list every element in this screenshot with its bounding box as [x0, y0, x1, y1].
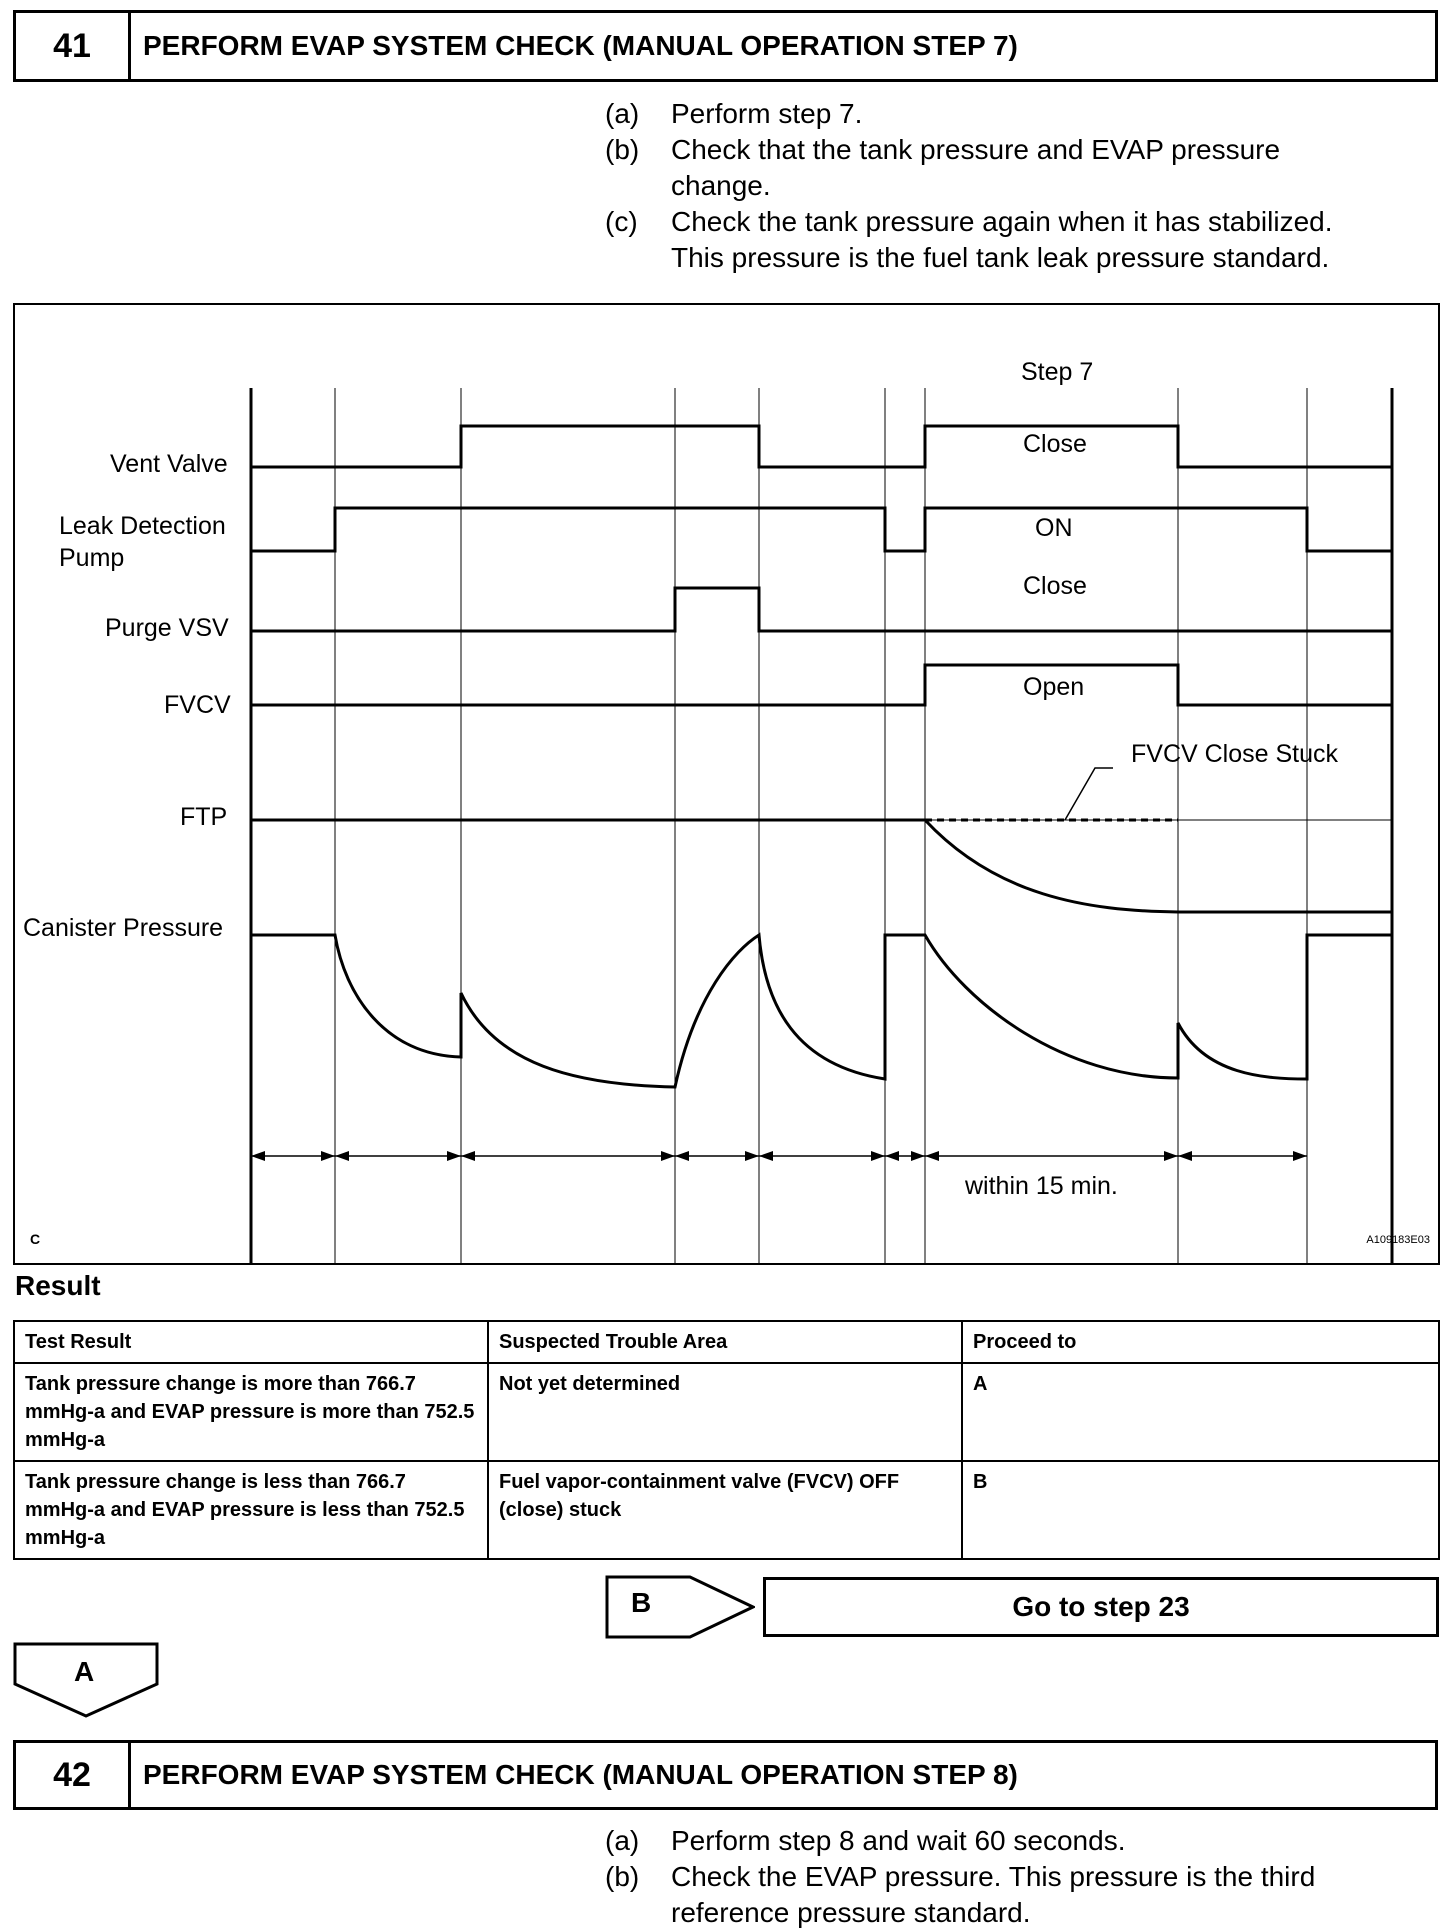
step-41-header	[13, 10, 1438, 82]
annotation-fvcv-close-stuck: FVCV Close Stuck	[1131, 740, 1339, 768]
table-row	[14, 1363, 1439, 1461]
goto-step-23-box[interactable]: Go to step 23	[763, 1577, 1439, 1637]
label-vent-valve: Vent Valve	[110, 450, 228, 478]
fvcv-signal	[251, 665, 1392, 705]
cell-proceed: A	[962, 1363, 1439, 1461]
step-number: 41	[16, 13, 131, 79]
cell-test-result: Tank pressure change is more than 766.7 mmHg-a and EVAP pressure is more than 752.5 mmHg-a	[14, 1363, 488, 1461]
column-header: Suspected Trouble Area	[488, 1321, 962, 1363]
step-42-instructions	[605, 1823, 1405, 1931]
cell-trouble-area: Not yet determined	[488, 1363, 962, 1461]
state-purge-close: Close	[1023, 572, 1087, 600]
label-ftp: FTP	[180, 803, 228, 831]
column-header: Test Result	[14, 1321, 488, 1363]
branch-b-arrow-icon[interactable]	[605, 1575, 755, 1639]
column-header: Proceed to	[962, 1321, 1439, 1363]
branch-b-label: B	[631, 1587, 652, 1618]
purge-vsv-signal	[251, 588, 1392, 631]
instruction-item: (a) Perform step 7.	[605, 98, 863, 129]
label-canister-pressure: Canister Pressure	[23, 914, 224, 942]
boundary-lines	[251, 388, 1392, 1263]
branch-a-label: A	[74, 1656, 95, 1687]
state-vent-close: Close	[1023, 430, 1087, 458]
instruction-item: (a) Perform step 8 and wait 60 seconds.	[605, 1825, 1126, 1856]
cell-trouble-area: Fuel vapor-containment valve (FVCV) OFF (close) stuck	[488, 1461, 962, 1559]
result-heading: Result	[15, 1270, 101, 1301]
cell-test-result: Tank pressure change is less than 766.7 mmHg-a and EVAP pressure is less than 752.5 mmHg-a	[14, 1461, 488, 1559]
label-duration: within 15 min.	[965, 1172, 1118, 1200]
label-purge-vsv: Purge VSV	[105, 614, 229, 642]
state-pump-on: ON	[1035, 514, 1073, 542]
timing-diagram-svg	[15, 305, 1438, 1263]
step-title: PERFORM EVAP SYSTEM CHECK (MANUAL OPERATION STEP 7)	[143, 30, 1018, 61]
step-number: 42	[16, 1743, 131, 1807]
timing-diagram	[13, 303, 1440, 1265]
state-fvcv-open: Open	[1023, 673, 1085, 701]
step-41-instructions	[605, 96, 1405, 276]
canister-signal	[251, 935, 1392, 1087]
ftp-signal	[251, 820, 1392, 912]
cell-proceed: B	[962, 1461, 1439, 1559]
label-leak-pump: Leak Detection Pump	[59, 512, 226, 572]
figure-corner-letter: C	[30, 1231, 41, 1247]
instruction-item: (b) Check that the tank pressure and EVAP pressure change.	[605, 134, 1281, 201]
leak-pump-signal	[251, 508, 1392, 551]
vent-valve-signal	[251, 426, 1392, 467]
result-table	[13, 1320, 1440, 1560]
label-step-7: Step 7	[1021, 358, 1094, 386]
instruction-item: (c) Check the tank pressure again when it has stabilized. This pressure is the fuel tank leak pressure standard.	[605, 206, 1333, 273]
instruction-item: (b) Check the EVAP pressure. This pressure is the third reference pressure standard.	[605, 1861, 1316, 1928]
time-gridlines	[335, 388, 1307, 1263]
table-header-row	[14, 1321, 1439, 1363]
table-row	[14, 1461, 1439, 1559]
figure-code: A109183E03	[1366, 1234, 1430, 1246]
annotation-leader	[1065, 768, 1113, 820]
label-fvcv: FVCV	[164, 691, 231, 719]
step-title: PERFORM EVAP SYSTEM CHECK (MANUAL OPERATION STEP 8)	[143, 1759, 1018, 1790]
step-42-header	[13, 1740, 1438, 1810]
